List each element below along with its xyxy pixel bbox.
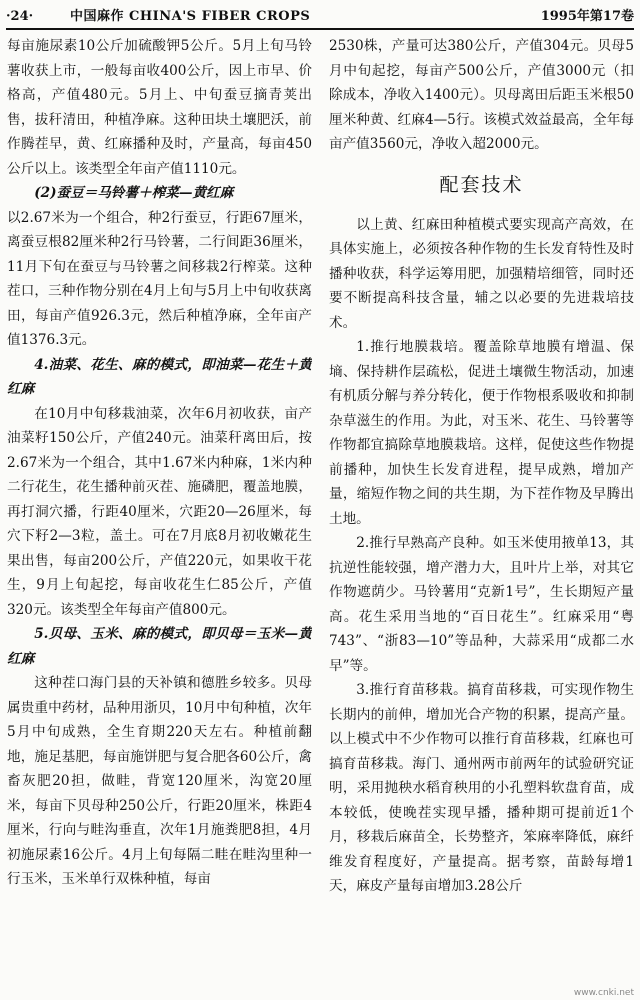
- header-rule: [6, 28, 634, 30]
- paragraph: 以上黄、红麻田种植模式要实现高产高效，在具体实施上，必须按各种作物的生长发育特性及时播种收获，科学运筹用肥，加强精培细管，同时还要不断提高科技含量，辅之以必要的先进栽培技术。: [329, 216, 634, 331]
- paragraph: 2.推行早熟高产良种。如玉米使用掖单13，其抗逆性能较强，增产潜力大，且叶片上举，对其它作物遮荫少。马铃薯用“克新1号”，生长期短产量高。花生采用当地的“百日花生”。红麻采用“粤743”、“浙83—10”等品种，大蒜采用“成都二水早”等。: [329, 535, 634, 674]
- paragraph: 2530株，产量可达380公斤，产值304元。贝母5月中旬起挖，每亩产500公斤，产值3000元（扣除成本，净收入1400元）。贝母离田后距玉米根50厘米种黄、红麻4—5行。该模式效益最高，全年每亩产值3560元，净收入超2000元。: [329, 38, 634, 152]
- subheading: 4.油菜、花生、麻的模式，即油菜—花生＋黄红麻: [7, 356, 312, 397]
- subheading: (2)蚕豆＝马铃薯＋榨菜—黄红麻: [34, 185, 234, 201]
- page-number: ·24·: [6, 9, 34, 24]
- issue-info: 1995年第17卷: [540, 9, 634, 24]
- paragraph: 以2.67米为一个组合，种2行蚕豆，行距67厘米，离蚕豆根82厘米种2行马铃薯，二行间距36厘米，11月下旬在蚕豆与马铃薯之间移栽2行榨菜。这种茬口，三种作物分别在4月上旬与5月上中旬收获离田，每亩产值926.3元，然后种植净麻，全年亩产值1376.3元。: [7, 209, 312, 348]
- journal-name: 中国麻作 CHINA'S FIBER CROPS: [70, 9, 311, 24]
- watermark: www.cnki.net: [573, 988, 634, 998]
- paragraph: 在10月中旬移栽油菜，次年6月初收获，亩产油菜籽150公斤，产值240元。油菜秆离田后，按2.67米为一个组合，其中1.67米内种麻，1米内种二行花生，花生播种前灭茬、施磷肥，覆盖地膜，再打洞穴播，行距40厘米，穴距20—26厘米，每穴下籽2—3粒，盖土。可在7月底8月初收嫩花生果出售，每亩200公斤，产值220元，如果收干花生，9月上旬起挖，每亩收花生仁85公斤，产值320元。该类型全年每亩产值800元。: [7, 405, 312, 618]
- subheading: 5.贝母、玉米、麻的模式，即贝母＝玉米—黄红麻: [7, 626, 312, 667]
- left-column: [7, 34, 312, 996]
- paragraph: 3.推行育苗移栽。搞育苗移栽，可实现作物生长期内的前伸，增加光合产物的积累，提高产量。以上模式中不少作物可以推行育苗移栽，红麻也可搞育苗移栽。海门、通州两市前两年的试验研究证明，采用抛秧水稻育秧用的小孔塑料软盘育苗，成本较低，使晚茬实现早播，播种期可提前近1个月，移栽后麻苗全，长势整齐，笨麻率降低，麻纤维发育程度好，产量提高。据考察，苗龄每增1天，麻皮产量每亩增加3.28公斤: [329, 682, 634, 894]
- paragraph: 1.推行地膜栽培。覆盖除草地膜有增温、保墒、保持耕作层疏松，促进土壤微生物活动，加速有机质分解与养分转化，便于作物根系吸收和抑制杂草滋生的作用。为此，对玉米、花生、马铃薯等作物都宜搞除草地膜栽培。这样，促使这些作物提前播种，加快生长发育进程，提早成熟，增加产量，缩短作物之间的共生期，为下茬作物及早腾出土地。: [329, 339, 634, 527]
- paragraph: 这种茬口海门县的天补镇和德胜乡较多。贝母属贵重中药材，品种用浙贝，10月中旬种植，次年5月中旬成熟，全生育期220天左右。种植前翻地，施足基肥，每亩施饼肥与复合肥各60公斤，禽畜灰肥20担，做畦，背宽120厘米，沟宽20厘米，每亩下贝母种250公斤，行距20厘米，株距4厘米，行向与畦沟垂直，次年1月施粪肥8担，4月初施尿素16公斤。4月上旬每隔二畦在畦沟里种一行玉米，玉米单行双株种植，每亩: [7, 675, 312, 887]
- paragraph: 每亩施尿素10公斤加硫酸钾5公斤。5月上旬马铃薯收获上市，一般每亩收400公斤，因上市早、价格高，产值480元。5月上、中旬蚕豆摘青荚出售，拔秆清田，种植净麻。这种田块土壤肥沃，前作腾茬早，黄、红麻播种及时，产量高，每亩450公斤以上。该类型全年亩产值1110元。: [7, 38, 312, 177]
- section-title: 配套技术: [439, 173, 524, 196]
- right-column: [329, 34, 634, 996]
- page-header: [6, 8, 634, 26]
